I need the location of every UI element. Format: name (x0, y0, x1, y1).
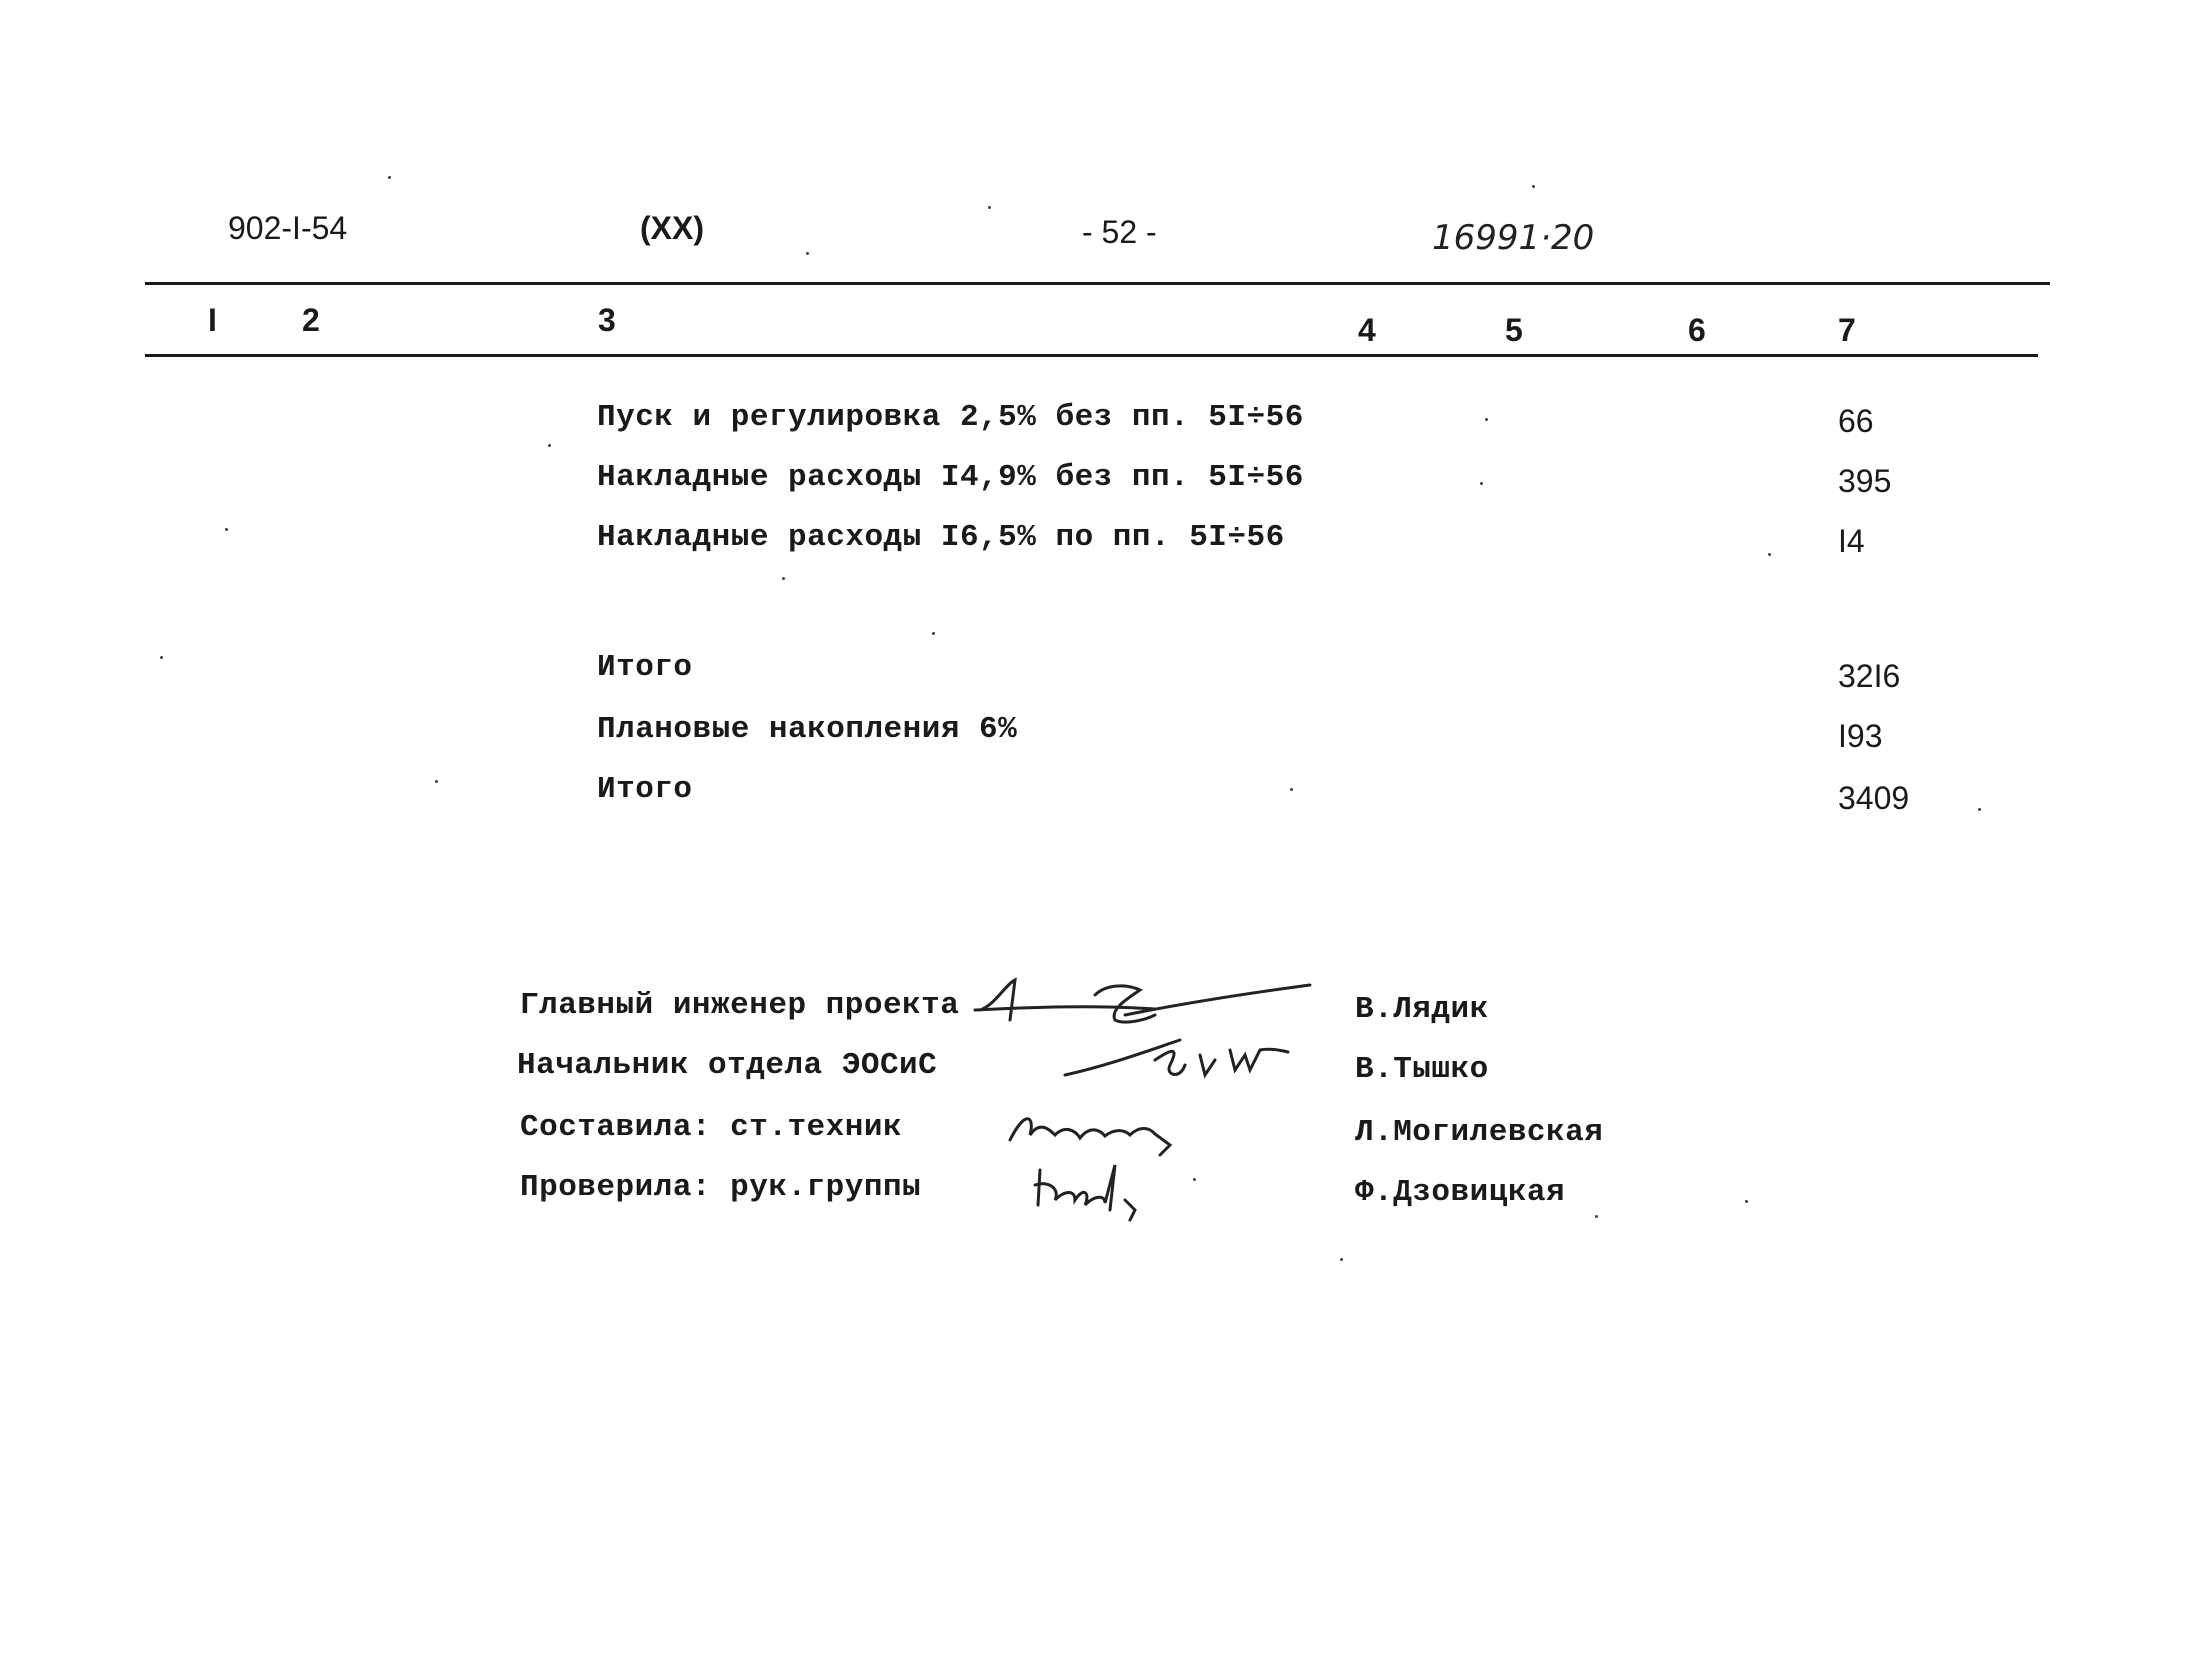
scan-speck (1340, 1258, 1343, 1261)
scan-speck (160, 656, 163, 659)
scan-speck (1595, 1215, 1598, 1218)
signer-role: Проверила: рук.группы (520, 1170, 922, 1205)
scan-speck (225, 528, 228, 531)
signer-name: В.Тышко (1355, 1052, 1489, 1087)
total-label: Итого (597, 772, 693, 807)
column-number-3: 3 (598, 302, 616, 338)
scan-speck (782, 577, 785, 580)
signer-role: Главный инженер проекта (520, 988, 960, 1023)
part-number: (XX) (640, 210, 704, 246)
column-number-4: 4 (1358, 312, 1376, 348)
header-top-rule (145, 282, 2050, 285)
planned-savings-value: I93 (1838, 718, 1883, 754)
scan-speck (548, 444, 551, 447)
signer-name: Ф.Дзовицкая (1355, 1175, 1566, 1210)
column-number-2: 2 (302, 302, 320, 338)
table-row-value: I4 (1838, 523, 1865, 559)
table-row-label: Накладные расходы I4,9% без пп. 5I÷56 (597, 460, 1304, 495)
table-row-value: 395 (1838, 463, 1892, 499)
doc-code: 902-I-54 (228, 210, 348, 246)
table-row-label: Накладные расходы I6,5% по пп. 5I÷56 (597, 520, 1285, 555)
signature-reviewer (1030, 1155, 1160, 1230)
signer-name: В.Лядик (1355, 992, 1489, 1027)
planned-savings-label: Плановые накопления 6% (597, 712, 1018, 747)
signature-department-head (1060, 1020, 1290, 1095)
scan-speck (1485, 418, 1488, 421)
signer-name: Л.Могилевская (1355, 1115, 1604, 1150)
scan-speck (988, 206, 991, 209)
scan-speck (1532, 185, 1535, 188)
scan-speck (806, 252, 809, 255)
scan-speck (1290, 788, 1293, 791)
scan-speck (1745, 1200, 1748, 1203)
archive-number: 16991·20 (1432, 218, 1595, 258)
scan-speck (932, 632, 935, 635)
column-number-7: 7 (1838, 312, 1856, 348)
scan-speck (1193, 1178, 1196, 1181)
header-bottom-rule (145, 354, 2038, 357)
column-number-6: 6 (1688, 312, 1706, 348)
scan-speck (1978, 808, 1981, 811)
column-number-5: 5 (1505, 312, 1523, 348)
scan-speck (1768, 553, 1771, 556)
scan-speck (1480, 482, 1483, 485)
scan-speck (388, 176, 391, 179)
scan-speck (435, 780, 438, 783)
signer-role: Составила: ст.техник (520, 1110, 903, 1145)
column-number-1: I (208, 302, 217, 338)
subtotal-label: Итого (597, 650, 693, 685)
table-row-label: Пуск и регулировка 2,5% без пп. 5I÷56 (597, 400, 1304, 435)
subtotal-value: 32I6 (1838, 658, 1901, 694)
table-row-value: 66 (1838, 403, 1874, 439)
total-value: 3409 (1838, 780, 1910, 816)
signer-role: Начальник отдела ЭОСиС (517, 1048, 938, 1083)
page-number: - 52 - (1082, 214, 1157, 250)
